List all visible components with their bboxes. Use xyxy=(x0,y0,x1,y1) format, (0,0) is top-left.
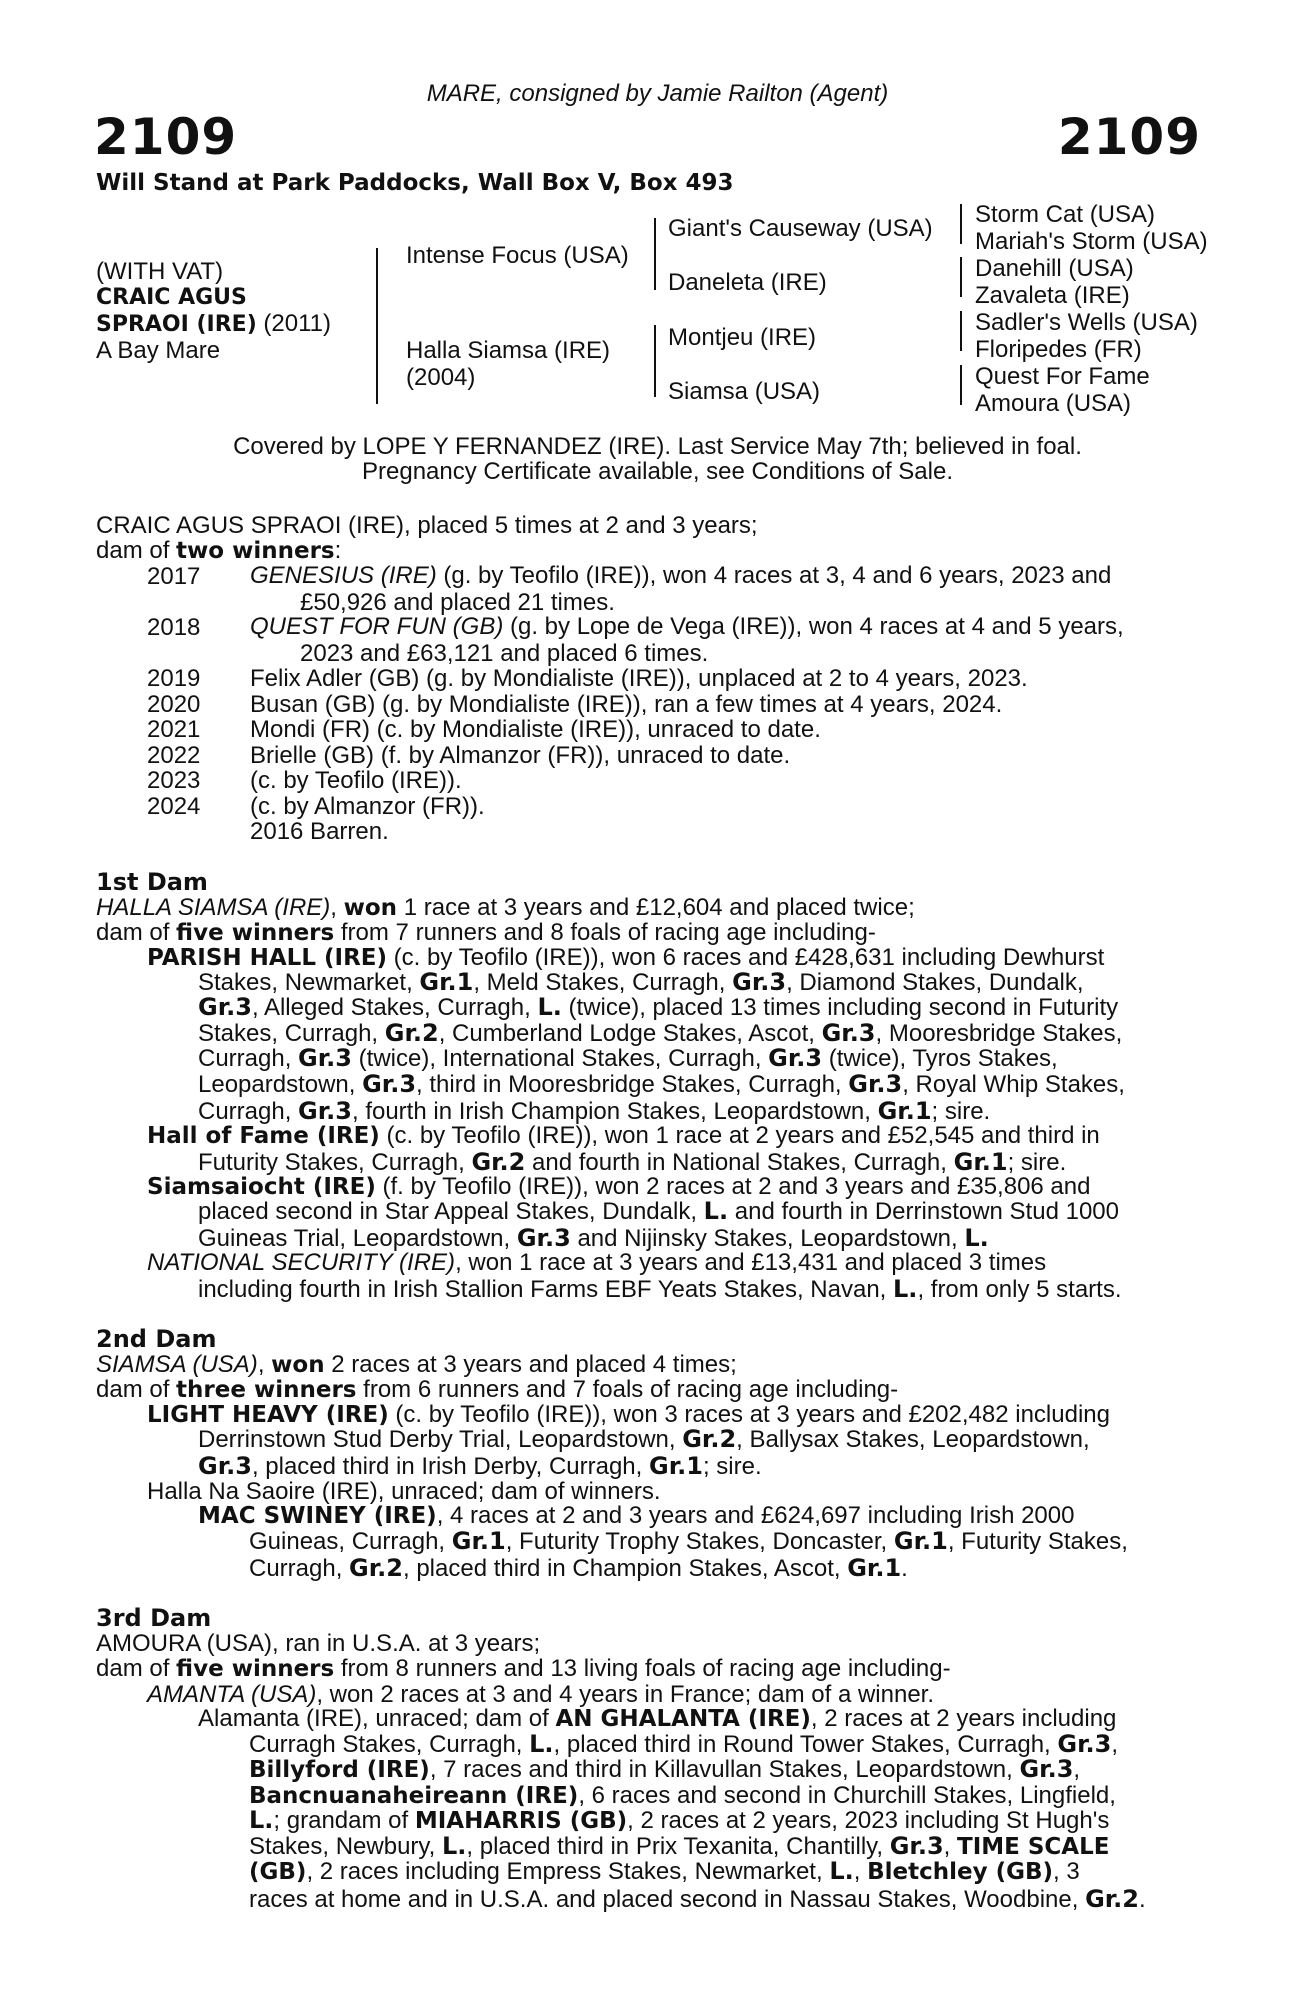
produce-year: 2020 xyxy=(147,691,201,718)
produce-entry: GENESIUS (IRE) (g. by Teofilo (IRE)), won 4 races at 3, 4 and 6 years, 2023 and xyxy=(250,562,1112,589)
sire-sire: Giant's Causeway (USA) xyxy=(668,215,933,242)
consignor-line: MARE, consigned by Jamie Railton (Agent) xyxy=(426,80,889,107)
produce-entry: Felix Adler (GB) (g. by Mondialiste (IRE)), unplaced at 2 to 4 years, 2023. xyxy=(250,665,1028,692)
progeny-cont: Gr.3, placed third in Irish Derby, Curragh, Gr.1; sire. xyxy=(198,1452,762,1480)
ssd: Mariah's Storm (USA) xyxy=(975,228,1208,255)
progeny-line: Hall of Fame (IRE) (c. by Teofilo (IRE)), won 1 race at 2 years and £52,545 and third in xyxy=(147,1122,1100,1149)
produce-intro: CRAIC AGUS SPRAOI (IRE), placed 5 times at 2 and 3 years; xyxy=(96,512,758,539)
progeny-cont: Guineas Trial, Leopardstown, Gr.3 and Nijinsky Stakes, Leopardstown, L. xyxy=(198,1224,989,1252)
produce-entry-cont: £50,926 and placed 21 times. xyxy=(300,589,615,616)
dam-intro: AMOURA (USA), ran in U.S.A. at 3 years; xyxy=(96,1630,541,1657)
dam: Halla Siamsa (IRE) xyxy=(406,337,611,364)
lot-number-right: 2109 xyxy=(1057,108,1201,166)
dds: Quest For Fame xyxy=(975,363,1150,390)
progeny-cont: Bancnuanaheireann (IRE), 6 races and second in Churchill Stakes, Lingfield, xyxy=(249,1782,1116,1809)
vat-note: (WITH VAT) xyxy=(96,258,224,285)
progeny-line: PARISH HALL (IRE) (c. by Teofilo (IRE)), won 6 races and £428,631 including Dewhurst xyxy=(147,944,1105,971)
produce-year: 2022 xyxy=(147,742,201,769)
produce-year: 2021 xyxy=(147,716,201,743)
progeny-cont: Leopardstown, Gr.3, third in Mooresbridge Stakes, Curragh, Gr.3, Royal Whip Stakes, xyxy=(198,1070,1125,1098)
produce-entry: (c. by Almanzor (FR)). xyxy=(250,793,485,820)
horse-year: (2011) xyxy=(263,310,332,337)
produce-entry: QUEST FOR FUN (GB) (g. by Lope de Vega (IRE)), won 4 races at 4 and 5 years, xyxy=(250,613,1124,640)
horse-name-line1: CRAIC AGUS xyxy=(96,285,247,310)
progeny-cont: races at home and in U.S.A. and placed second in Nassau Stakes, Woodbine, Gr.2. xyxy=(249,1885,1146,1913)
progeny-cont: placed second in Star Appeal Stakes, Dundalk, L. and fourth in Derrinstown Stud 1000 xyxy=(198,1197,1119,1225)
horse-description: A Bay Mare xyxy=(96,337,221,364)
sdd: Zavaleta (IRE) xyxy=(975,282,1130,309)
progeny-cont: Curragh, Gr.2, placed third in Champion Stakes, Ascot, Gr.1. xyxy=(249,1554,908,1582)
progeny-cont: (GB), 2 races including Empress Stakes, Newmarket, L., Bletchley (GB), 3 xyxy=(249,1857,1080,1885)
stand-location: Will Stand at Park Paddocks, Wall Box V, Box 493 xyxy=(96,170,734,196)
ddd: Amoura (USA) xyxy=(975,390,1132,417)
horse-name-line2: SPRAOI (IRE) xyxy=(96,312,257,337)
produce-barren: 2016 Barren. xyxy=(250,818,389,845)
produce-entry: Brielle (GB) (f. by Almanzor (FR)), unraced to date. xyxy=(250,742,791,769)
horse-name-line2-row xyxy=(96,310,331,338)
dam-of-line: dam of three winners from 6 runners and 7 foals of racing age including- xyxy=(96,1376,899,1403)
section-heading: 1st Dam xyxy=(96,868,208,896)
sire-dam: Daneleta (IRE) xyxy=(668,269,827,296)
dam-dam: Siamsa (USA) xyxy=(668,378,821,405)
progeny-cont: Stakes, Newbury, L., placed third in Prix Texanita, Chantilly, Gr.3, TIME SCALE xyxy=(249,1832,1110,1860)
section-heading: 3rd Dam xyxy=(96,1604,212,1632)
progeny-cont: Gr.3, Alleged Stakes, Curragh, L. (twice), placed 13 times including second in Futurity xyxy=(198,993,1119,1021)
dam-of-line: dam of five winners from 7 runners and 8 foals of racing age including- xyxy=(96,919,876,946)
progeny-cont: Curragh, Gr.3 (twice), International Stakes, Curragh, Gr.3 (twice), Tyros Stakes, xyxy=(198,1044,1058,1072)
sss: Storm Cat (USA) xyxy=(975,201,1156,228)
produce-entry: Mondi (FR) (c. by Mondialiste (IRE)), unraced to date. xyxy=(250,716,821,743)
progeny-line: Alamanta (IRE), unraced; dam of AN GHALANTA (IRE), 2 races at 2 years including xyxy=(198,1705,1117,1732)
pedigree-bracket xyxy=(960,204,962,244)
progeny-cont: Curragh, Gr.3, fourth in Irish Champion Stakes, Leopardstown, Gr.1; sire. xyxy=(198,1097,991,1125)
dam-intro: SIAMSA (USA), won 2 races at 3 years and placed 4 times; xyxy=(96,1351,737,1378)
progeny-cont: Billyford (IRE), 7 races and third in Killavullan Stakes, Leopardstown, Gr.3, xyxy=(249,1755,1081,1783)
pedigree-bracket xyxy=(960,365,962,405)
progeny-cont: Derrinstown Stud Derby Trial, Leopardstown, Gr.2, Ballysax Stakes, Leopardstown, xyxy=(198,1425,1090,1453)
sds: Danehill (USA) xyxy=(975,255,1134,282)
covered-line: Covered by LOPE Y FERNANDEZ (IRE). Last Service May 7th; believed in foal. xyxy=(233,433,1082,460)
progeny-line: Halla Na Saoire (IRE), unraced; dam of winners. xyxy=(147,1478,661,1505)
pedigree-bracket xyxy=(376,248,378,404)
dss: Sadler's Wells (USA) xyxy=(975,309,1198,336)
progeny-cont: Curragh Stakes, Curragh, L., placed third in Round Tower Stakes, Curragh, Gr.3, xyxy=(249,1730,1118,1758)
produce-year: 2018 xyxy=(147,614,201,641)
pregnancy-line: Pregnancy Certificate available, see Conditions of Sale. xyxy=(362,458,953,485)
produce-dam-of: dam of two winners: xyxy=(96,537,342,564)
dam-of-line: dam of five winners from 8 runners and 13 living foals of racing age including- xyxy=(96,1655,951,1682)
progeny-cont: Futurity Stakes, Curragh, Gr.2 and fourth in National Stakes, Curragh, Gr.1; sire. xyxy=(198,1148,1067,1176)
produce-entry: (c. by Teofilo (IRE)). xyxy=(250,767,462,794)
dam-intro: HALLA SIAMSA (IRE), won 1 race at 3 years and £12,604 and placed twice; xyxy=(96,894,915,921)
pedigree-bracket xyxy=(654,218,656,290)
dam-sire: Montjeu (IRE) xyxy=(668,324,817,351)
sire: Intense Focus (USA) xyxy=(406,242,629,269)
progeny-line: AMANTA (USA), won 2 races at 3 and 4 years in France; dam of a winner. xyxy=(147,1681,935,1708)
produce-year: 2017 xyxy=(147,563,201,590)
pedigree-bracket xyxy=(654,325,656,397)
pedigree-bracket xyxy=(960,311,962,351)
dsd: Floripedes (FR) xyxy=(975,336,1142,363)
progeny-cont: Stakes, Newmarket, Gr.1, Meld Stakes, Curragh, Gr.3, Diamond Stakes, Dundalk, xyxy=(198,968,1084,996)
produce-year: 2019 xyxy=(147,665,201,692)
progeny-line: NATIONAL SECURITY (IRE), won 1 race at 3 years and £13,431 and placed 3 times xyxy=(147,1249,1047,1276)
progeny-cont: including fourth in Irish Stallion Farms EBF Yeats Stakes, Navan, L., from only 5 starts. xyxy=(198,1275,1122,1303)
produce-entry: Busan (GB) (g. by Mondialiste (IRE)), ran a few times at 4 years, 2024. xyxy=(250,691,1003,718)
progeny-cont: L.; grandam of MIAHARRIS (GB), 2 races at 2 years, 2023 including St Hugh's xyxy=(249,1806,1110,1834)
pedigree-bracket xyxy=(960,257,962,297)
produce-year: 2023 xyxy=(147,767,201,794)
progeny-cont: Guineas, Curragh, Gr.1, Futurity Trophy Stakes, Doncaster, Gr.1, Futurity Stakes, xyxy=(249,1527,1128,1555)
produce-entry-cont: 2023 and £63,121 and placed 6 times. xyxy=(300,640,709,667)
section-heading: 2nd Dam xyxy=(96,1325,217,1353)
produce-year: 2024 xyxy=(147,793,201,820)
progeny-line: LIGHT HEAVY (IRE) (c. by Teofilo (IRE)), won 3 races at 3 years and £202,482 including xyxy=(147,1401,1110,1428)
dam-year: (2004) xyxy=(406,364,476,391)
progeny-line: Siamsaiocht (IRE) (f. by Teofilo (IRE)), won 2 races at 2 and 3 years and £35,806 and xyxy=(147,1173,1091,1200)
progeny-line: MAC SWINEY (IRE), 4 races at 2 and 3 years and £624,697 including Irish 2000 xyxy=(198,1502,1075,1529)
lot-number-left: 2109 xyxy=(94,108,238,166)
progeny-cont: Stakes, Curragh, Gr.2, Cumberland Lodge Stakes, Ascot, Gr.3, Mooresbridge Stakes, xyxy=(198,1019,1123,1047)
